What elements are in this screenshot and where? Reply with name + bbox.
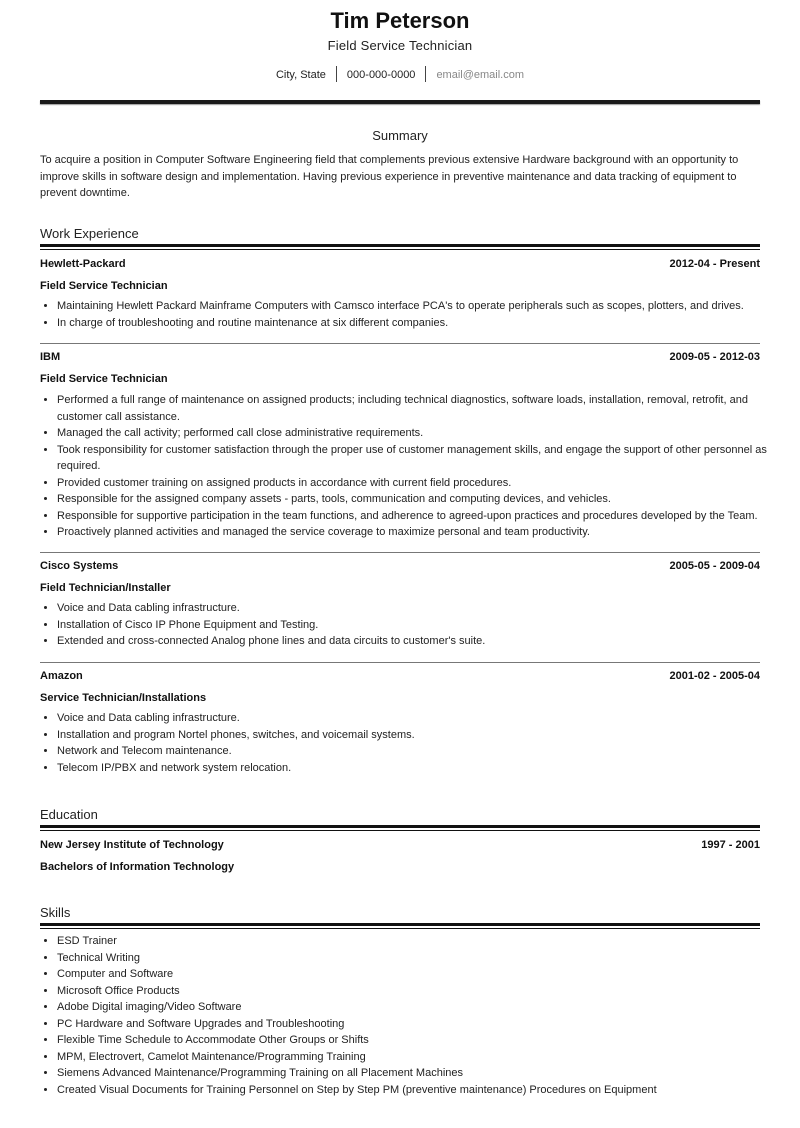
job-company: Amazon bbox=[40, 670, 83, 682]
candidate-name: Tim Peterson bbox=[330, 8, 470, 33]
job-divider bbox=[40, 343, 760, 344]
job-divider bbox=[40, 662, 760, 663]
list-item: • Flexible Time Schedule to Accommodate Other Groups or Shifts bbox=[57, 1032, 777, 1049]
job-role: Field Service Technician bbox=[40, 373, 168, 385]
job-bullets bbox=[40, 600, 777, 650]
job-role: Service Technician/Installations bbox=[40, 692, 207, 704]
skills-heading: Skills bbox=[40, 905, 71, 920]
education-dates: 1997 - 2001 bbox=[701, 839, 760, 851]
list-item: • Computer and Software bbox=[57, 966, 777, 983]
list-item: • Installation of Cisco IP Phone Equipment and Testing. bbox=[57, 617, 777, 634]
list-item: • Adobe Digital imaging/Video Software bbox=[57, 999, 777, 1016]
education-degree: Bachelors of Information Technology bbox=[40, 861, 235, 873]
education-school: New Jersey Institute of Technology bbox=[40, 839, 224, 851]
list-item: • Microsoft Office Products bbox=[57, 983, 777, 1000]
list-item: • Installation and program Nortel phones, switches, and voicemail systems. bbox=[57, 727, 777, 744]
job-company: Cisco Systems bbox=[40, 560, 119, 572]
list-item: • Took responsibility for customer satisfaction through the proper use of customer management skills, and engage the support of other personnel as required. bbox=[57, 442, 777, 475]
list-item: • Proactively planned activities and managed the service coverage to maximize personal and team productivity. bbox=[57, 524, 777, 541]
contact-phone: 000-000-0000 bbox=[346, 69, 416, 81]
list-item: • MPM, Electrovert, Camelot Maintenance/Programming Training bbox=[57, 1049, 777, 1066]
list-item: • Responsible for the assigned company assets - parts, tools, communication and computing devices, and vehicles. bbox=[57, 491, 777, 508]
section-divider bbox=[40, 825, 760, 831]
job-dates: 2009-05 - 2012-03 bbox=[669, 351, 760, 363]
job-divider bbox=[40, 552, 760, 553]
list-item: • Extended and cross-connected Analog phone lines and data circuits to customer's suite. bbox=[57, 633, 777, 650]
job-role: Field Technician/Installer bbox=[40, 582, 171, 594]
section-divider bbox=[40, 923, 760, 929]
job-dates: 2005-05 - 2009-04 bbox=[669, 560, 760, 572]
skills-list bbox=[40, 933, 777, 1098]
job-company: IBM bbox=[40, 351, 61, 363]
list-item: • In charge of troubleshooting and routine maintenance at six different companies. bbox=[57, 315, 777, 332]
job-bullets bbox=[40, 298, 777, 331]
job-bullets bbox=[40, 710, 777, 776]
list-item: • Created Visual Documents for Training Personnel on Step by Step PM (preventive maintenance) Procedures on Equipment bbox=[57, 1082, 777, 1099]
education-heading: Education bbox=[40, 807, 98, 822]
list-item: • Network and Telecom maintenance. bbox=[57, 743, 777, 760]
list-item: • Voice and Data cabling infrastructure. bbox=[57, 710, 777, 727]
header-divider bbox=[40, 100, 760, 104]
job-bullets bbox=[40, 392, 777, 541]
contact-line bbox=[0, 66, 800, 82]
job-dates: 2012-04 - Present bbox=[669, 258, 760, 270]
section-divider bbox=[40, 244, 760, 250]
list-item: • Voice and Data cabling infrastructure. bbox=[57, 600, 777, 617]
summary-heading: Summary bbox=[372, 128, 428, 143]
summary-text: To acquire a position in Computer Software Engineering field that complements previous extensive Hardware background with an opportunity to improve skills in software design and implementation. Having previous experience in preventive maintenance and data tracking of equipment to prevent downtime. bbox=[40, 154, 739, 199]
contact-location: City, State bbox=[275, 69, 326, 81]
list-item: • Provided customer training on assigned products in accordance with current field procedures. bbox=[57, 475, 777, 492]
list-item: • Responsible for supportive participation in the team functions, and adherence to agreed-upon practices and procedures developed by the Team. bbox=[57, 508, 777, 525]
work-experience-heading: Work Experience bbox=[40, 226, 139, 241]
list-item: • Managed the call activity; performed call close administrative requirements. bbox=[57, 425, 777, 442]
list-item: • Maintaining Hewlett Packard Mainframe Computers with Camsco interface PCA's to operate peripherals such as scopes, plotters, and drives. bbox=[57, 298, 777, 315]
list-item: • PC Hardware and Software Upgrades and Troubleshooting bbox=[57, 1016, 777, 1033]
job-role: Field Service Technician bbox=[40, 280, 168, 292]
list-item: • Siemens Advanced Maintenance/Programming Training on all Placement Machines bbox=[57, 1065, 777, 1082]
job-company: Hewlett-Packard bbox=[40, 258, 126, 270]
contact-email[interactable]: email@email.com bbox=[436, 69, 525, 81]
job-dates: 2001-02 - 2005-04 bbox=[669, 670, 760, 682]
candidate-title: Field Service Technician bbox=[327, 38, 473, 53]
list-item: • Performed a full range of maintenance on assigned products; including technical diagnostics, software loads, installation, removal, retrofit, and customer call assistance. bbox=[57, 392, 777, 425]
list-item: • ESD Trainer bbox=[57, 933, 777, 950]
list-item: • Technical Writing bbox=[57, 950, 777, 967]
list-item: • Telecom IP/PBX and network system relocation. bbox=[57, 760, 777, 777]
